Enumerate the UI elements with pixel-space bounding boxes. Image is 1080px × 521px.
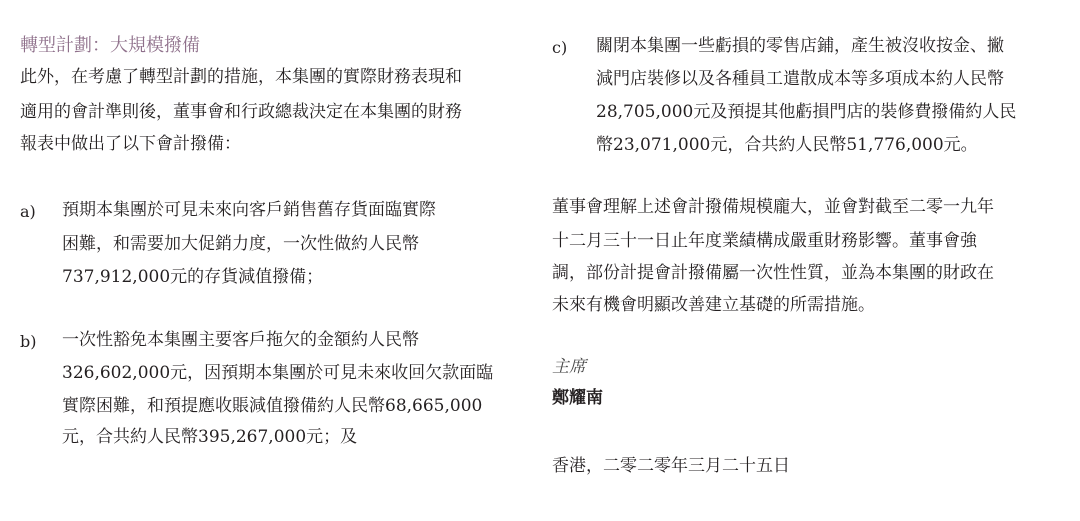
paragraph-line-1: 董事會理解上述會計撥備規模龐大，並會對截至二零一九年 (552, 197, 994, 217)
intro-line-3: 報表中做出了以下會計撥備： (20, 134, 241, 154)
item-b-line-3: 實際困難，和預提應收賬減值撥備約人民幣68,665,000 (62, 396, 483, 416)
item-a-line-2: 困難，和需要加大促銷力度，一次性做約人民幣 (62, 234, 419, 254)
intro-line-1: 此外，在考慮了轉型計劃的措施，本集團的實際財務表現和 (20, 67, 462, 87)
item-a-line-3: 737,912,000元的存貨減值撥備； (62, 267, 324, 287)
signature-name: 鄭耀南 (552, 388, 603, 408)
item-c-marker: c) (552, 38, 568, 57)
item-a-line-1: 預期本集團於可見未來向客戶銷售舊存貨面臨實際 (62, 200, 436, 220)
section-heading: 轉型計劃：大規模撥備 (20, 35, 200, 56)
paragraph-line-2: 十二月三十一日止年度業績構成嚴重財務影響。董事會強 (552, 231, 977, 251)
item-b-line-2: 326,602,000元，因預期本集團於可見未來收回欠款面臨 (62, 363, 494, 383)
signature-title: 主席 (552, 357, 586, 377)
place-date: 香港，二零二零年三月二十五日 (552, 456, 790, 476)
item-c-line-4: 幣23,071,000元，合共約人民幣51,776,000元。 (596, 135, 978, 155)
item-c-line-1: 關閉本集團一些虧損的零售店鋪，產生被沒收按金、撇 (596, 36, 1004, 56)
item-b-line-4: 元，合共約人民幣395,267,000元；及 (62, 427, 358, 447)
item-c-line-2: 減門店裝修以及各種員工遣散成本等多項成本約人民幣 (596, 69, 1004, 89)
intro-line-2: 適用的會計準則後，董事會和行政總裁決定在本集團的財務 (20, 102, 462, 122)
paragraph-line-3: 調，部份計提會計撥備屬一次性性質，並為本集團的財政在 (552, 263, 994, 283)
paragraph-line-4: 未來有機會明顯改善建立基礎的所需措施。 (552, 295, 875, 315)
item-b-line-1: 一次性豁免本集團主要客戶拖欠的金額約人民幣 (62, 330, 419, 350)
item-b-marker: b) (20, 332, 37, 351)
item-c-line-3: 28,705,000元及預提其他虧損門店的裝修費撥備約人民 (596, 102, 1017, 122)
item-a-marker: a) (20, 202, 36, 221)
